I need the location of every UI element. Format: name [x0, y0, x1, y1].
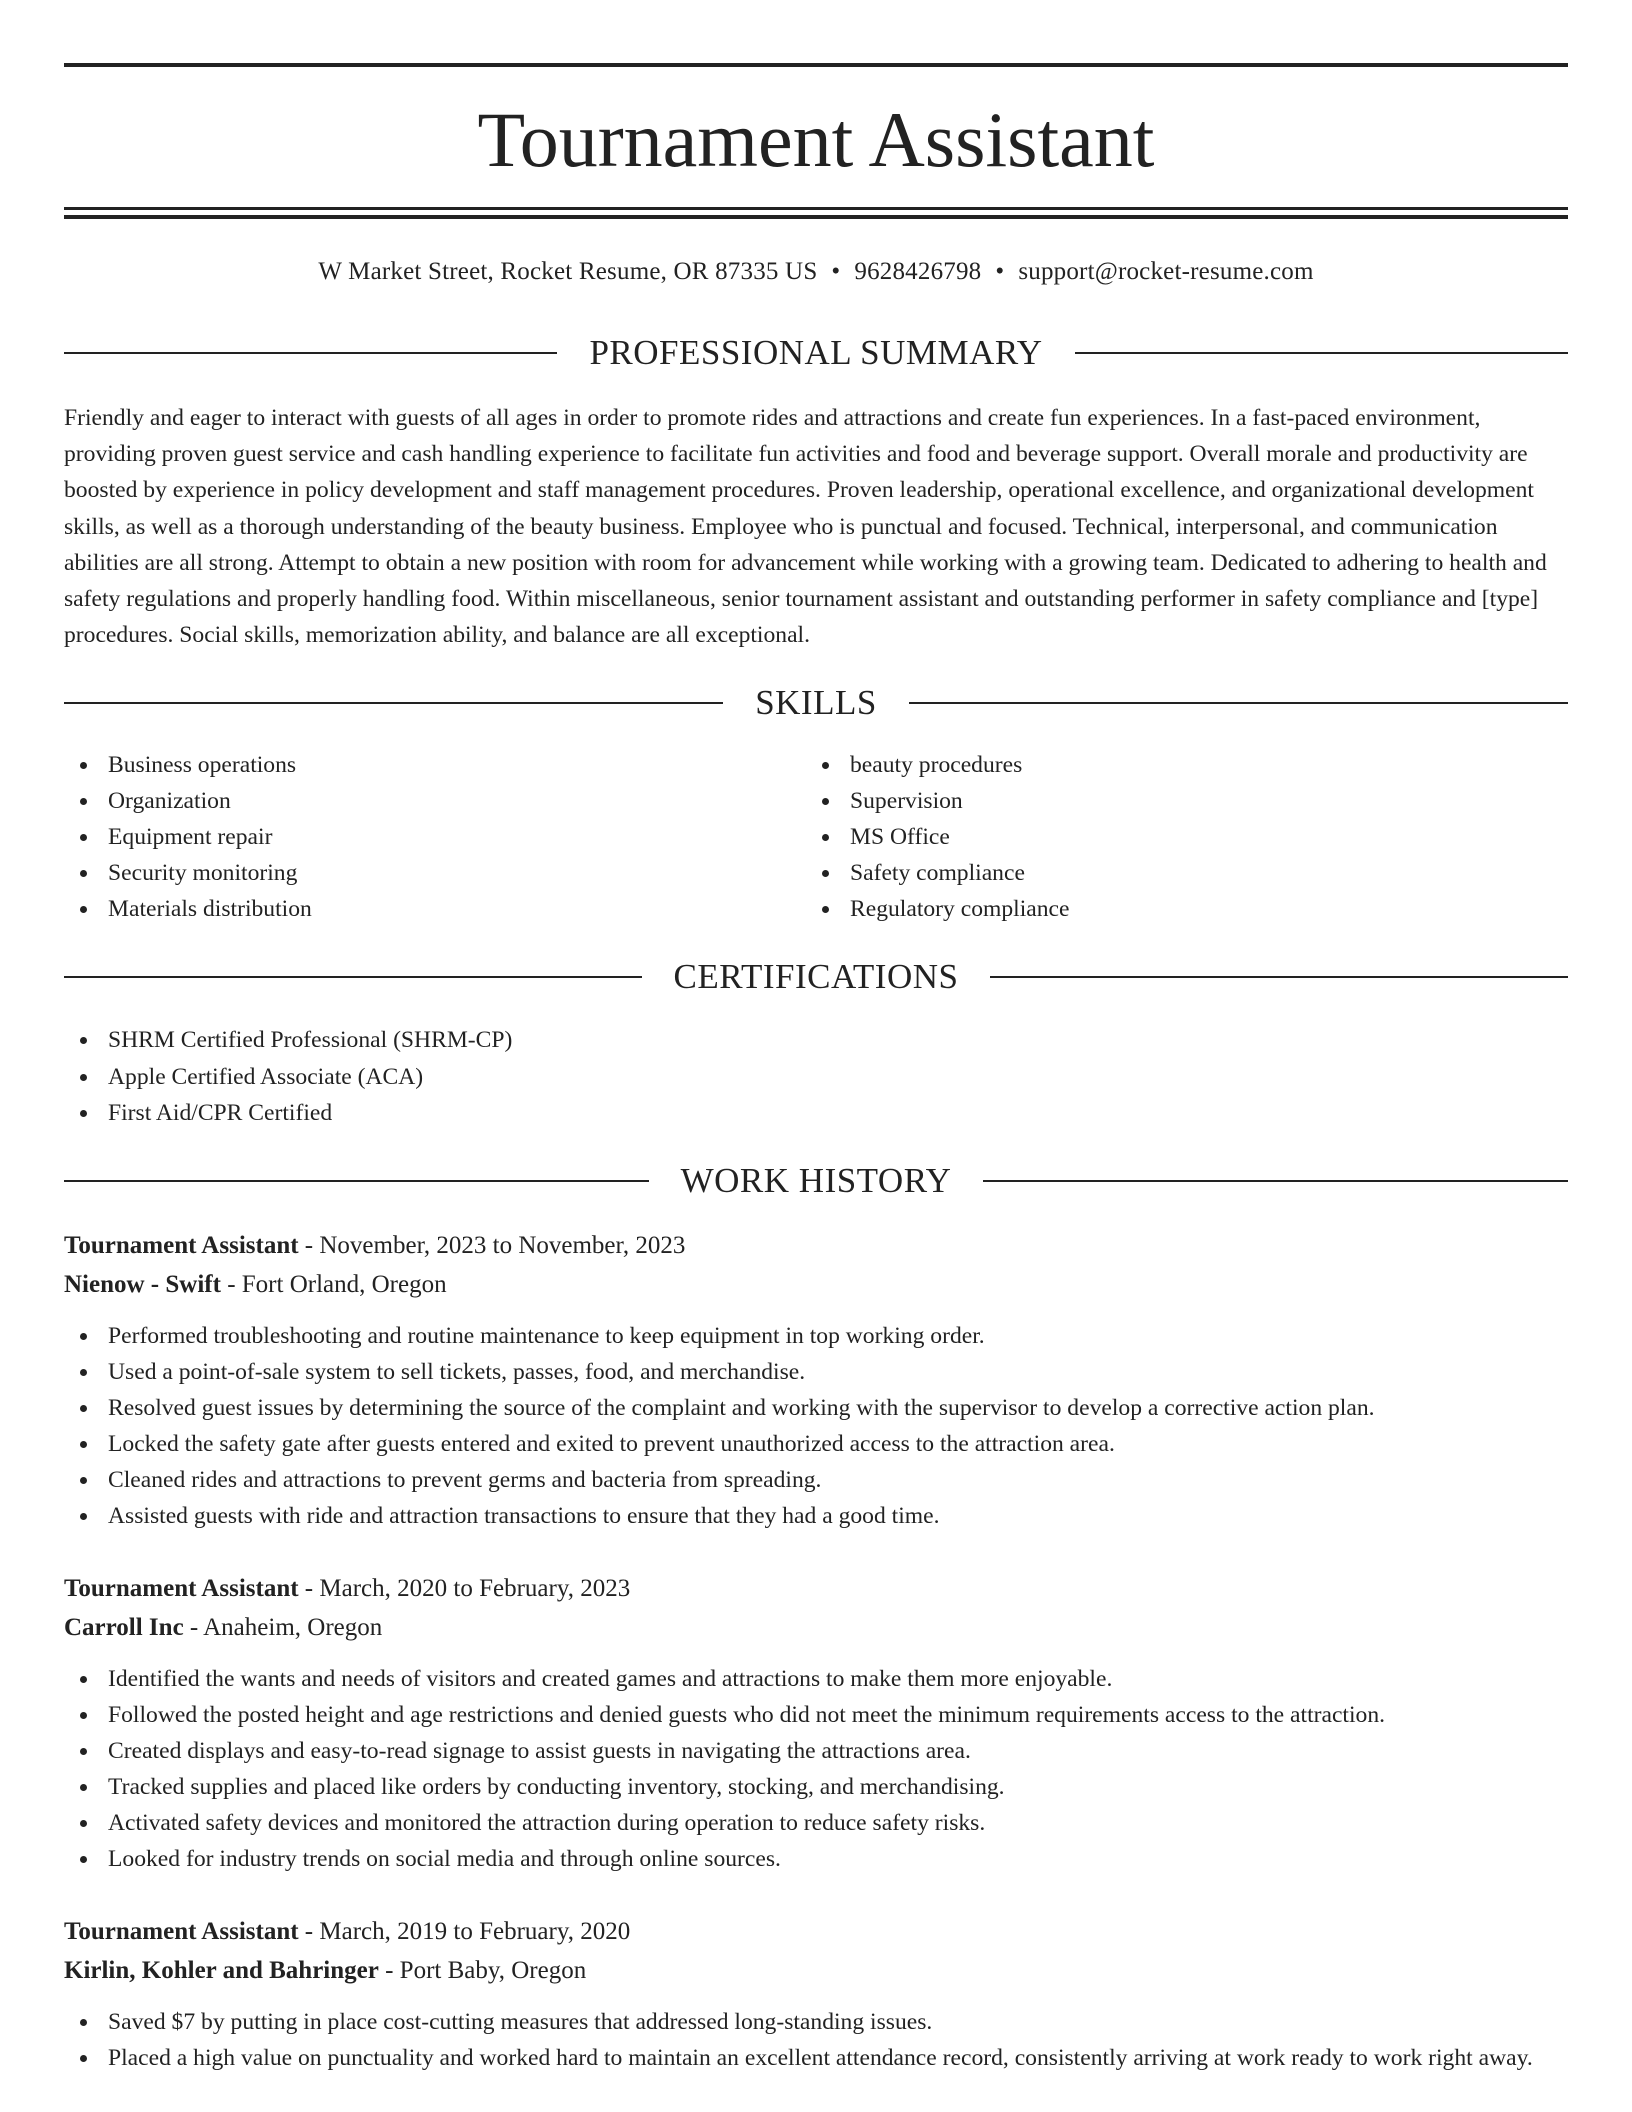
job-company-line: Nienow - Swift - Fort Orland, Oregon — [64, 1271, 447, 1298]
job-bullet: Identified the wants and needs of visitors and created games and attractions to make them more enjoyable. — [64, 1661, 1568, 1697]
job-company: Nienow - Swift — [64, 1271, 221, 1298]
job-dates: November, 2023 to November, 2023 — [319, 1232, 686, 1259]
job-entry — [64, 1569, 1568, 1877]
certifications-list — [64, 1022, 1568, 1132]
certification-item: First Aid/CPR Certified — [64, 1095, 1568, 1132]
skill-item: MS Office — [806, 819, 1548, 855]
name-underline-rule — [64, 207, 1568, 210]
section-rule-right — [990, 976, 1568, 978]
certification-item: Apple Certified Associate (ACA) — [64, 1059, 1568, 1096]
contact-separator: • — [831, 258, 841, 285]
job-bullet: Followed the posted height and age restrictions and denied guests who did not meet the minimum requirements access to the attraction. — [64, 1697, 1568, 1733]
skills-column-left — [64, 747, 806, 927]
summary-title: PROFESSIONAL SUMMARY — [589, 333, 1043, 372]
job-title: Tournament Assistant — [64, 1232, 299, 1259]
job-company: Carroll Inc — [64, 1614, 184, 1641]
job-dates: March, 2020 to February, 2023 — [319, 1575, 631, 1602]
job-title-line: Tournament Assistant - March, 2019 to February, 2020 — [64, 1918, 631, 1945]
top-rule — [64, 63, 1568, 67]
skills-list — [64, 747, 1568, 927]
section-rule-left — [64, 352, 557, 354]
job-bullet: Placed a high value on punctuality and worked hard to maintain an excellent attendance record, consistently arriving at work ready to work right away. — [64, 2040, 1568, 2076]
job-bullet: Locked the safety gate after guests entered and exited to prevent unauthorized access to the attraction area. — [64, 1426, 1568, 1462]
candidate-name: Tournament Assistant — [477, 96, 1155, 183]
contact-phone: 9628426798 — [854, 258, 982, 285]
section-rule-right — [909, 702, 1568, 704]
job-location: Fort Orland, Oregon — [241, 1271, 447, 1298]
name-underline-rule-2 — [64, 215, 1568, 219]
skill-item: Regulatory compliance — [806, 891, 1548, 927]
job-title-line: Tournament Assistant - March, 2020 to February, 2023 — [64, 1575, 631, 1602]
job-bullet: Activated safety devices and monitored the attraction during operation to reduce safety risks. — [64, 1805, 1568, 1841]
job-entry — [64, 1226, 1568, 1534]
job-bullet: Saved $7 by putting in place cost-cutting measures that addressed long-standing issues. — [64, 2004, 1568, 2040]
contact-line — [64, 252, 1568, 292]
job-title-line: Tournament Assistant - November, 2023 to November, 2023 — [64, 1232, 686, 1259]
skill-item: Security monitoring — [64, 855, 806, 891]
job-dates: March, 2019 to February, 2020 — [319, 1918, 631, 1945]
job-title: Tournament Assistant — [64, 1575, 299, 1602]
skill-item: beauty procedures — [806, 747, 1548, 783]
job-bullet: Performed troubleshooting and routine maintenance to keep equipment in top working order. — [64, 1318, 1568, 1354]
section-rule-right — [983, 1180, 1568, 1182]
contact-separator: • — [995, 258, 1005, 285]
job-bullet: Looked for industry trends on social media and through online sources. — [64, 1841, 1568, 1877]
job-title: Tournament Assistant — [64, 1918, 299, 1945]
section-rule-left — [64, 1180, 649, 1182]
job-location: Port Baby, Oregon — [399, 1957, 587, 1984]
skills-section-header — [64, 681, 1568, 725]
certification-item: SHRM Certified Professional (SHRM-CP) — [64, 1022, 1568, 1059]
job-bullet: Resolved guest issues by determining the source of the complaint and working with the supervisor to develop a corrective action plan. — [64, 1390, 1568, 1426]
job-bullet: Tracked supplies and placed like orders by conducting inventory, stocking, and merchandising. — [64, 1769, 1568, 1805]
certifications-section-header — [64, 955, 1568, 999]
summary-text: Friendly and eager to interact with guests of all ages in order to promote rides and attractions and create fun experiences. In a fast-paced environment, providing proven guest service and cash handling experience to facilitate fun activities and food and beverage support. Overall morale and productivity are boosted by experience in policy development and staff management procedures. Proven leadership, operational excellence, and organizational development skills, as well as a thorough understanding of the beauty business. Employee who is punctual and focused. Technical, interpersonal, and communication abilities are all strong. Attempt to obtain a new position with room for advancement while working with a growing team. Dedicated to adhering to health and safety regulations and properly handling food. Within miscellaneous, senior tournament assistant and outstanding performer in safety compliance and [type] procedures. Social skills, memorization ability, and balance are all exceptional. — [64, 405, 1547, 649]
skill-item: Safety compliance — [806, 855, 1548, 891]
skills-title: SKILLS — [755, 683, 877, 722]
job-entry — [64, 1912, 1568, 2076]
skill-item: Supervision — [806, 783, 1548, 819]
section-rule-right — [1075, 352, 1568, 354]
job-bullets — [64, 1318, 1568, 1534]
job-company-line: Carroll Inc - Anaheim, Oregon — [64, 1614, 383, 1641]
job-bullet: Cleaned rides and attractions to prevent germs and bacteria from spreading. — [64, 1462, 1568, 1498]
section-rule-left — [64, 976, 642, 978]
work-section-header — [64, 1159, 1568, 1203]
job-location: Anaheim, Oregon — [203, 1614, 383, 1641]
job-bullet: Used a point-of-sale system to sell tickets, passes, food, and merchandise. — [64, 1354, 1568, 1390]
section-rule-left — [64, 702, 723, 704]
job-bullet: Created displays and easy-to-read signage to assist guests in navigating the attractions area. — [64, 1733, 1568, 1769]
summary-section-header — [64, 331, 1568, 375]
job-bullets — [64, 1661, 1568, 1877]
certifications-title: CERTIFICATIONS — [673, 957, 959, 996]
skill-item: Materials distribution — [64, 891, 806, 927]
skills-column-right — [806, 747, 1548, 927]
job-bullet: Assisted guests with ride and attraction transactions to ensure that they had a good time. — [64, 1498, 1568, 1534]
skill-item: Equipment repair — [64, 819, 806, 855]
job-bullets — [64, 2004, 1568, 2076]
skill-item: Organization — [64, 783, 806, 819]
contact-email[interactable]: support@rocket-resume.com — [1018, 258, 1314, 285]
work-title: WORK HISTORY — [680, 1161, 952, 1200]
skill-item: Business operations — [64, 747, 806, 783]
job-company: Kirlin, Kohler and Bahringer — [64, 1957, 379, 1984]
contact-address: W Market Street, Rocket Resume, OR 87335 US — [318, 258, 818, 285]
job-company-line: Kirlin, Kohler and Bahringer - Port Baby, Oregon — [64, 1957, 587, 1984]
